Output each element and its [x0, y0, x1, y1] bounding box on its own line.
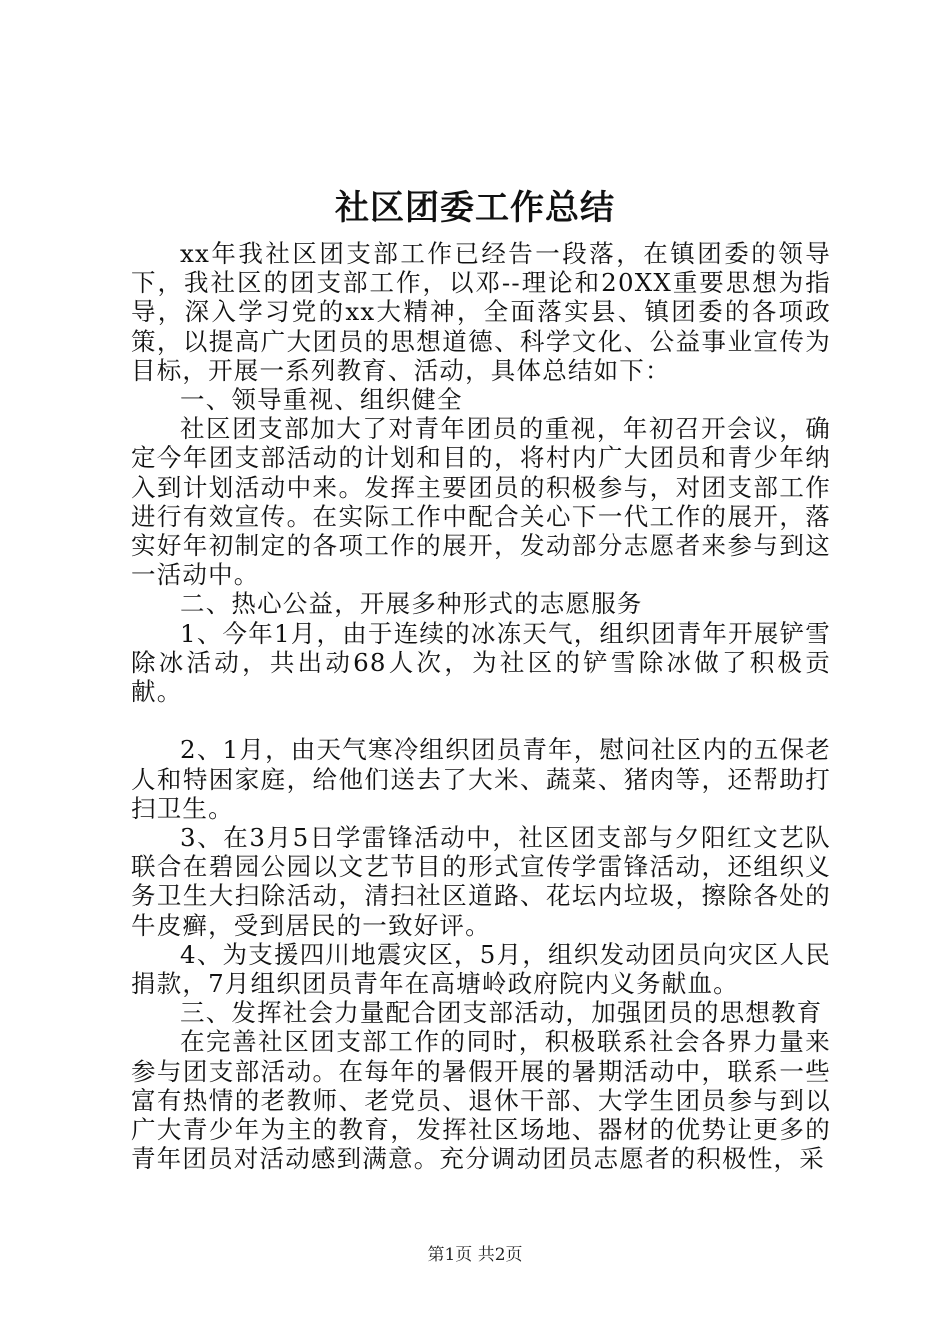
section-heading-1: 一、领导重视、组织健全 — [180, 385, 463, 415]
section-heading-2: 二、热心公益，开展多种形式的志愿服务 — [180, 589, 643, 619]
section-1-paragraph: 社区团支部加大了对青年团员的重视，年初召开会议，确定今年团支部活动的计划和目的，将村内广大团员和青少年纳入到计划活动中来。发挥主要团员的积极参与，对团支部工作进行有效宣传。在实际工作中配合关心下一代工作的展开，落实好年初制定的各项工作的展开，发动部分志愿者来参与到这一活动中。 — [131, 414, 831, 590]
section-heading-3: 三、发挥社会力量配合团支部活动，加强团员的思想教育 — [180, 998, 823, 1028]
document-title: 社区团委工作总结 — [335, 188, 615, 228]
document-body — [131, 239, 831, 1173]
page-footer: 第1页 共2页 — [427, 1245, 523, 1265]
item-4-paragraph: 4、为支援四川地震灾区，5月，组织发动团员向灾区人民捐款，7月组织团员青年在高塘岭政府院内义务献血。 — [131, 939, 831, 999]
item-3-paragraph: 3、在3月5日学雷锋活动中，社区团支部与夕阳红文艺队联合在碧园公园以文艺节目的形式宣传学雷锋活动，还组织义务卫生大扫除活动，清扫社区道路、花坛内垃圾，擦除各处的牛皮癣，受到居民的一致好评。 — [131, 823, 831, 940]
item-2-paragraph: 2、1月，由天气寒冷组织团员青年，慰问社区内的五保老人和特困家庭，给他们送去了大米、蔬菜、猪肉等，还帮助打扫卫生。 — [131, 735, 831, 823]
item-1-paragraph: 1、今年1月，由于连续的冰冻天气，组织团青年开展铲雪除冰活动，共出动68人次，为社区的铲雪除冰做了积极贡献。 — [131, 618, 831, 707]
section-3-paragraph: 在完善社区团支部工作的同时，积极联系社会各界力量来参与团支部活动。在每年的暑假开展的暑期活动中，联系一些富有热情的老教师、老党员、退休干部、大学生团员参与到以广大青少年为主的教育，发挥社区场地、器材的优势让更多的青年团员对活动感到满意。充分调动团员志愿者的积极性，采 — [131, 1027, 831, 1174]
intro-paragraph: xx年我社区团支部工作已经告一段落，在镇团委的领导下，我社区的团支部工作，以邓--理论和20XX重要思想为指导，深入学习党的xx大精神，全面落实县、镇团委的各项政策，以提高广大团员的思想道德、科学文化、公益事业宣传为目标，开展一系列教育、活动，具体总结如下： — [131, 239, 831, 385]
